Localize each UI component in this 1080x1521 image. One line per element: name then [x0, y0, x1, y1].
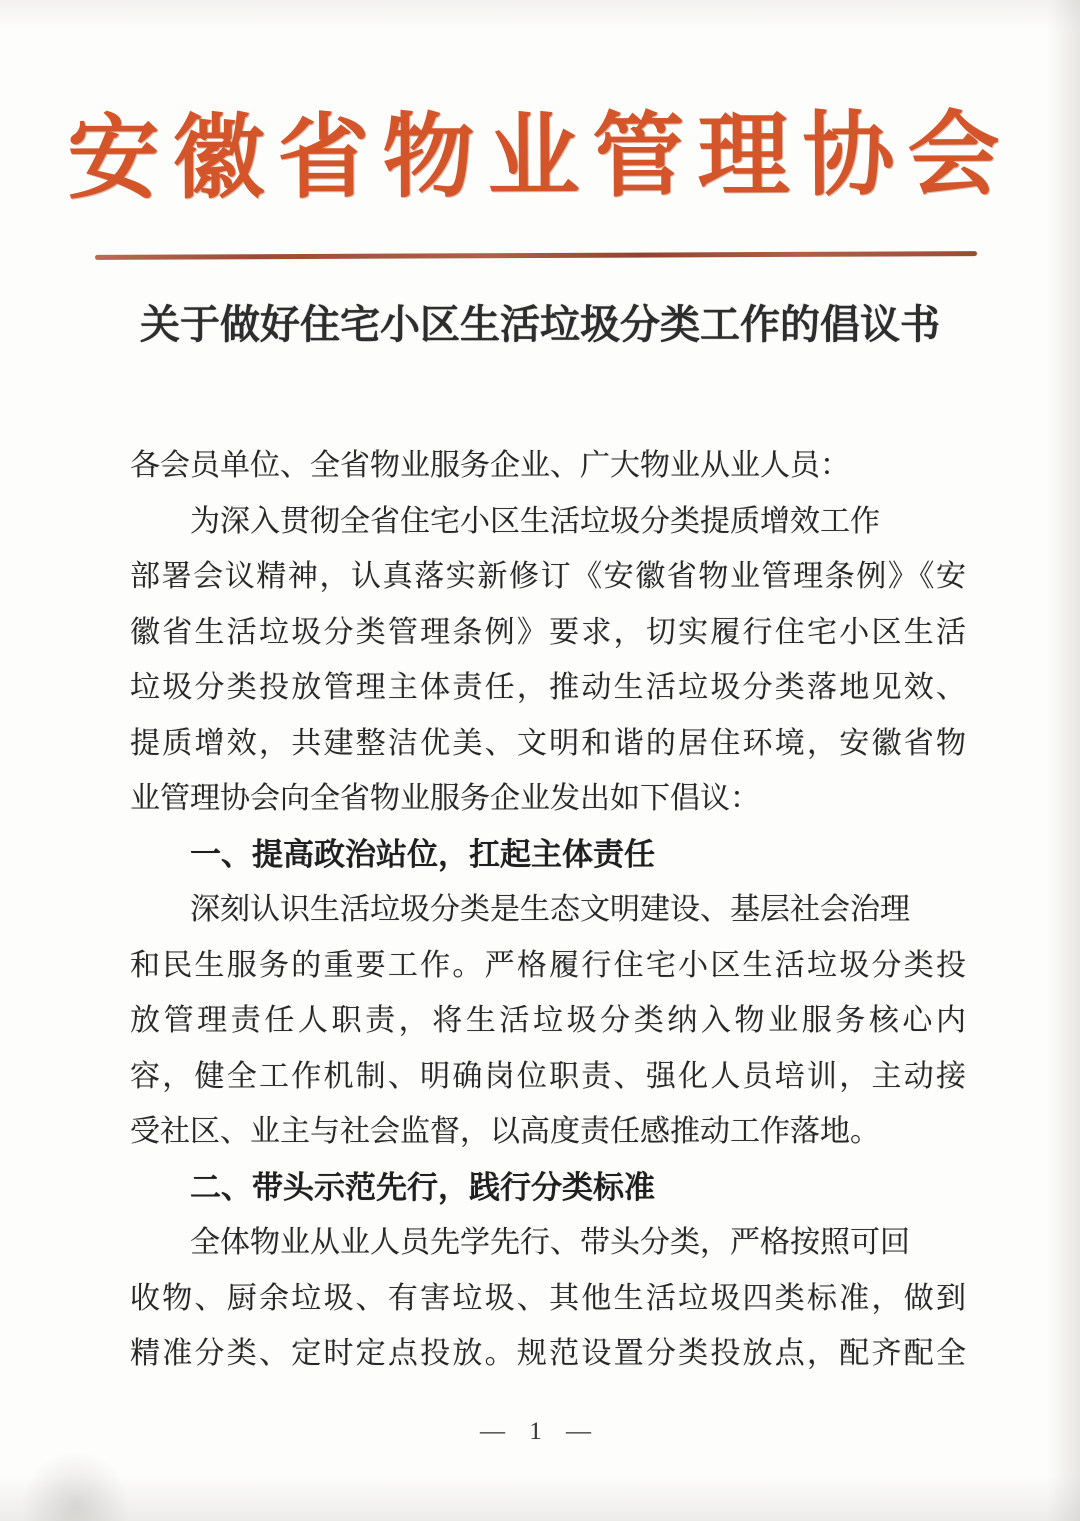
body-line: 徽省生活垃圾分类管理条例》要求，切实履行住宅小区生活 [130, 615, 966, 649]
body-line: 业管理协会向全省物业服务企业发出如下倡议： [130, 782, 760, 815]
letterhead-rule [95, 251, 977, 260]
document-body [130, 438, 966, 1382]
body-line: 容，健全工作机制、明确岗位职责、强化人员培训，主动接 [130, 1059, 966, 1093]
body-line: 部署会议精神，认真落实新修订《安徽省物业管理条例》《安 [130, 560, 966, 593]
document-title: 关于做好住宅小区生活垃圾分类工作的倡议书 [140, 302, 940, 347]
salutation-line: 各会员单位、全省物业服务企业、广大物业从业人员： [130, 449, 850, 482]
section-heading-2: 二、带头示范先行，践行分类标准 [190, 1169, 655, 1205]
page-number: — 1 — [480, 1418, 600, 1445]
section-heading-1: 一、提高政治站位，扛起主体责任 [190, 836, 655, 872]
body-line: 深刻认识生活垃圾分类是生态文明建设、基层社会治理 [190, 893, 910, 926]
body-line: 为深入贯彻全省住宅小区生活垃圾分类提质增效工作 [190, 504, 880, 538]
body-line: 和民生服务的重要工作。严格履行住宅小区生活垃圾分类投 [130, 948, 966, 982]
body-line: 受社区、业主与社会监督，以高度责任感推动工作落地。 [130, 1115, 880, 1148]
body-line: 提质增效，共建整洁优美、文明和谐的居住环境，安徽省物 [130, 726, 966, 760]
body-line: 精准分类、定时定点投放。规范设置分类投放点，配齐配全 [130, 1337, 966, 1370]
body-line: 放管理责任人职责，将生活垃圾分类纳入物业服务核心内 [130, 1004, 966, 1037]
letterhead-org-name: 安徽省物业管理协会 [67, 103, 1013, 211]
body-line: 收物、厨余垃圾、有害垃圾、其他生活垃圾四类标准，做到 [130, 1281, 966, 1315]
body-line: 垃圾分类投放管理主体责任，推动生活垃圾分类落地见效、 [130, 671, 966, 704]
body-line: 全体物业从业人员先学先行、带头分类，严格按照可回 [190, 1226, 910, 1259]
